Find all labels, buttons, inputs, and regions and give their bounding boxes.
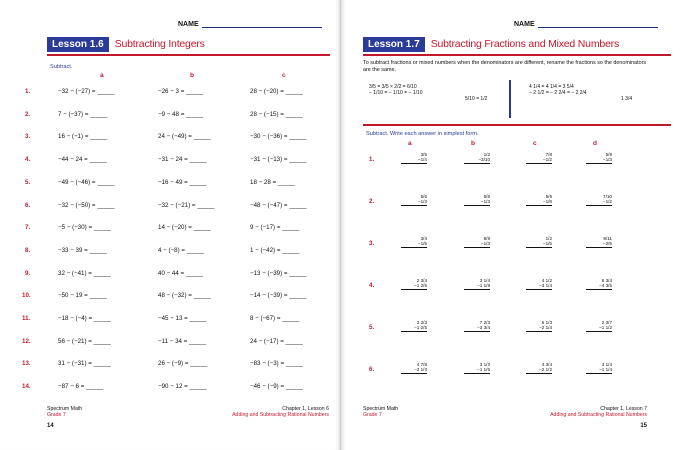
problem-c: −48 − (−47) = _____	[250, 201, 307, 209]
fraction-problem	[464, 362, 490, 374]
column-head-c: c	[282, 72, 286, 79]
subtrahend: −1/4	[417, 157, 427, 162]
problem-b: 4 − (−8) = _____	[158, 246, 204, 254]
lesson-header	[363, 36, 619, 52]
problem-number: 5.	[25, 178, 31, 186]
fraction-problem	[586, 362, 612, 374]
lesson-tag: Lesson 1.7	[363, 37, 425, 52]
instruction: Subtract. Write each answer in simplest form.	[366, 131, 479, 137]
minuend: 3 1/3	[479, 362, 490, 367]
problem-a: 32 − (−41) = _____	[58, 269, 111, 277]
subtrahend: −3 3/4	[477, 325, 490, 330]
subtrahend: −2 1/2	[539, 367, 552, 372]
fraction-problem	[586, 152, 612, 164]
problem-number: 13.	[22, 360, 31, 368]
answer-line	[586, 247, 612, 248]
fraction-problem	[401, 194, 427, 206]
example-right	[529, 84, 669, 102]
fraction-problem	[586, 236, 612, 248]
problem-number: 4.	[25, 156, 31, 164]
problem-b: −9 − 48 = _____	[158, 110, 204, 118]
minuend: 3/5	[420, 152, 427, 157]
footer-grade: Grade 7	[363, 412, 382, 419]
subtrahend: −3 1/4	[539, 283, 552, 288]
answer-line	[586, 331, 612, 332]
problem-c: 28 − (−15) = _____	[250, 110, 303, 118]
fraction-problem	[526, 194, 552, 206]
problem-b: −26 − 3 = _____	[158, 88, 204, 95]
problem-number: 8.	[25, 246, 31, 254]
problem-number: 10.	[22, 292, 31, 300]
problem-number: 6.	[25, 201, 31, 209]
problem-b: −16 − 49 = _____	[158, 178, 207, 186]
problem-number: 14.	[22, 383, 31, 391]
footer-chapter: Chapter 1, Lesson 6	[282, 406, 329, 412]
problem-a: −44 − 24 = _____	[58, 156, 107, 164]
subtrahend: −1/5	[542, 241, 552, 246]
intro-text: To subtract fractions or mixed numbers when the denominators are different, rename the fractions so the denominators are the same.	[363, 60, 647, 73]
problem-number: 1.	[25, 88, 31, 95]
answer-line	[586, 289, 612, 290]
fraction-problem	[464, 278, 490, 290]
answer-line	[526, 205, 552, 206]
problem-b: 48 − (−32) = _____	[158, 292, 211, 300]
subtrahend: −1 1/2	[599, 325, 612, 330]
answer-line	[464, 331, 490, 332]
problem-c: −83 − (−3) = _____	[250, 360, 303, 368]
problem-c: 8 − (−67) = _____	[250, 315, 300, 322]
example-divider	[509, 80, 511, 118]
minuend: 7/10	[603, 194, 612, 199]
subtrahend: −2 1/3	[414, 367, 427, 372]
lesson-title: Subtracting Integers	[114, 38, 205, 50]
example-left	[369, 84, 509, 102]
name-label: NAME	[178, 21, 199, 28]
fraction-problem	[586, 320, 612, 332]
problem-a: −32 − (−27) = _____	[58, 88, 115, 95]
column-head-a: a	[100, 72, 104, 79]
lesson-header	[47, 36, 205, 52]
minuend: 1/2	[545, 236, 552, 241]
minuend: 2 3/4	[416, 278, 427, 283]
subtrahend: −1 1/5	[477, 367, 490, 372]
subtrahend: −4 3/5	[599, 283, 612, 288]
example-left-line: − 1/10 = − 1/10 = − 1/10	[369, 90, 423, 96]
answer-line	[526, 247, 552, 248]
fraction-problem	[464, 194, 490, 206]
column-head-b: b	[190, 72, 194, 79]
page-number: 14	[47, 423, 54, 429]
subtrahend: −2/5	[602, 241, 612, 246]
problem-a: −49 − (−46) = _____	[58, 178, 115, 186]
problem-c: 28 − (−20) = _____	[250, 88, 303, 95]
problem-b: 24 − (−49) = _____	[158, 133, 211, 141]
minuend: 5 1/3	[541, 320, 552, 325]
column-head-b: b	[471, 140, 475, 147]
name-field	[178, 20, 322, 28]
fraction-problem	[526, 362, 552, 374]
minuend: 7/8	[545, 152, 552, 157]
problem-number: 11.	[22, 315, 31, 322]
answer-line	[526, 373, 552, 374]
fraction-problem	[526, 152, 552, 164]
example-right-line: 1 3/4	[621, 96, 633, 102]
answer-line	[586, 163, 612, 164]
problem-c: 9 − (−17) = _____	[250, 224, 300, 232]
subtrahend: −1/3	[602, 157, 612, 162]
problem-a: −5 − (−30) = _____	[58, 224, 111, 232]
answer-line	[401, 205, 427, 206]
subtrahend: −3/10	[478, 157, 490, 162]
problem-c: −30 − (−36) = _____	[250, 133, 307, 141]
footer-grade: Grade 7	[47, 412, 66, 419]
column-head-c: c	[533, 140, 537, 147]
footer-chapter: Chapter 1, Lesson 7	[600, 406, 647, 412]
subtrahend: −1/3	[417, 199, 427, 204]
problem-number: 3.	[25, 133, 31, 141]
fraction-problem	[401, 278, 427, 290]
example-left-line: 3/5 = 3/5 × 2/2 = 6/10	[369, 84, 417, 90]
minuend: 4 1/2	[541, 278, 552, 283]
problem-number: 6.	[369, 366, 375, 373]
name-label: NAME	[514, 21, 535, 28]
problem-a: 31 − (−31) = _____	[58, 360, 111, 368]
footer-unit: Adding and Subtracting Rational Numbers	[550, 412, 647, 419]
answer-line	[586, 205, 612, 206]
subtrahend: −1/3	[480, 241, 490, 246]
answer-line	[401, 331, 427, 332]
problem-a: −32 − (−50) = _____	[58, 201, 115, 209]
answer-line	[464, 247, 490, 248]
problem-b: −32 − (−21) = _____	[158, 201, 215, 209]
problem-a: −50 − 19 = _____	[58, 292, 107, 300]
problem-c: 1 − (−42) = _____	[250, 246, 300, 254]
footer-left	[363, 406, 398, 419]
fraction-problem	[464, 320, 490, 332]
problem-b: 40 − 44 = _____	[158, 269, 204, 277]
problem-c: −31 − (−13) = _____	[250, 156, 307, 164]
problem-number: 7.	[25, 224, 31, 232]
problem-number: 5.	[369, 324, 375, 331]
problem-number: 3.	[369, 240, 375, 247]
example-right-line: − 2 1/2 = − 2 2/4 = − 2 2/4	[529, 90, 587, 96]
minuend: 7 2/3	[479, 320, 490, 325]
problem-c: −46 − (−9) = _____	[250, 383, 303, 391]
lesson-tag: Lesson 1.6	[47, 37, 109, 52]
example-left-line: 5/10 = 1/2	[465, 96, 488, 102]
minuend: 5/6	[545, 194, 552, 199]
footer-series: Spectrum Math	[47, 406, 83, 412]
footer-left	[47, 406, 82, 419]
problem-b: −45 − 13 = _____	[158, 315, 207, 322]
problem-b: −31 − 24 = _____	[158, 156, 207, 164]
fraction-problem	[526, 320, 552, 332]
subtrahend: −1 1/4	[599, 367, 612, 372]
name-line	[538, 20, 658, 28]
problem-b: 14 − (−20) = _____	[158, 224, 211, 232]
problem-b: 26 − (−9) = _____	[158, 360, 208, 368]
subtrahend: −1/2	[602, 199, 612, 204]
subtrahend: −1/2	[542, 157, 552, 162]
subtrahend: −1 2/5	[414, 325, 427, 330]
name-field	[514, 20, 658, 28]
fraction-problem	[464, 152, 490, 164]
problem-b: −11 − 34 = _____	[158, 337, 207, 345]
page-number: 15	[640, 423, 647, 429]
answer-line	[464, 205, 490, 206]
problem-c: 18 − 28 = _____	[250, 178, 296, 186]
answer-line	[464, 289, 490, 290]
problem-number: 12.	[22, 337, 31, 345]
answer-line	[401, 289, 427, 290]
minuend: 4 7/8	[416, 362, 427, 367]
problem-c: −13 − (−39) = _____	[250, 269, 307, 277]
minuend: 5/6	[420, 194, 427, 199]
fraction-problem	[526, 236, 552, 248]
answer-line	[401, 163, 427, 164]
answer-line	[586, 373, 612, 374]
minuend: 3 1/4	[479, 278, 490, 283]
problem-c: −14 − (−39) = _____	[250, 292, 307, 300]
fraction-problem	[401, 362, 427, 374]
problem-a: −33 − 39 = _____	[58, 246, 107, 254]
answer-line	[464, 163, 490, 164]
footer-series: Spectrum Math	[363, 406, 399, 412]
problem-number: 9.	[25, 269, 31, 277]
problem-a: −18 − (−4) = _____	[58, 315, 111, 322]
instruction: Subtract.	[50, 64, 73, 70]
name-line	[202, 20, 322, 28]
subtrahend: −1/5	[417, 241, 427, 246]
left-page	[0, 0, 341, 450]
title-rule	[363, 54, 671, 56]
minuend: 3/4	[420, 236, 427, 241]
subtrahend: −2 1/4	[539, 325, 552, 330]
fraction-problem	[401, 152, 427, 164]
column-head-d: d	[593, 140, 597, 147]
fraction-problem	[526, 278, 552, 290]
problem-number: 1.	[369, 156, 375, 163]
problem-b: −90 − 12 = _____	[158, 383, 207, 391]
problem-a: 56 − (−21) = _____	[58, 337, 111, 345]
problem-c: 24 − (−17) = _____	[250, 337, 303, 345]
answer-line	[401, 373, 427, 374]
problem-a: −87 − 6 = _____	[58, 383, 104, 391]
footer-right	[232, 406, 329, 419]
problem-a: 7 − (−37) = _____	[58, 110, 108, 118]
answer-line	[526, 331, 552, 332]
problem-number: 2.	[25, 110, 31, 118]
title-rule	[47, 54, 330, 56]
fraction-problem	[586, 194, 612, 206]
minuend: 4 3/4	[541, 362, 552, 367]
minuend: 5/8	[483, 194, 490, 199]
answer-line	[526, 163, 552, 164]
problem-number: 2.	[369, 198, 375, 205]
minuend: 6 3/4	[601, 278, 612, 283]
subtrahend: −1/8	[542, 199, 552, 204]
footer-unit: Adding and Subtracting Rational Numbers	[232, 412, 329, 419]
subtrahend: −1/3	[480, 199, 490, 204]
footer-right	[550, 406, 647, 419]
answer-line	[464, 373, 490, 374]
minuend: 2 3/7	[601, 320, 612, 325]
answer-line	[526, 289, 552, 290]
column-head-a: a	[408, 140, 412, 147]
fraction-problem	[586, 278, 612, 290]
minuend: 8/9	[483, 236, 490, 241]
minuend: 9/11	[603, 236, 612, 241]
minuend: 5/9	[605, 152, 612, 157]
answer-line	[401, 247, 427, 248]
fraction-problem	[401, 320, 427, 332]
minuend: 3 2/3	[416, 320, 427, 325]
example-rule	[363, 124, 671, 126]
problem-a: 16 − (−1) = _____	[58, 133, 108, 141]
problem-number: 4.	[369, 282, 375, 289]
minuend: 1/2	[483, 152, 490, 157]
example-right-line: 4 1/4 = 4 1/4 = 3 5/4	[529, 84, 574, 90]
fraction-problem	[401, 236, 427, 248]
subtrahend: −1 2/5	[414, 283, 427, 288]
subtrahend: −1 1/8	[477, 283, 490, 288]
lesson-title: Subtracting Fractions and Mixed Numbers	[430, 38, 619, 50]
fraction-problem	[464, 236, 490, 248]
right-page	[341, 0, 693, 450]
minuend: 3 1/4	[601, 362, 612, 367]
